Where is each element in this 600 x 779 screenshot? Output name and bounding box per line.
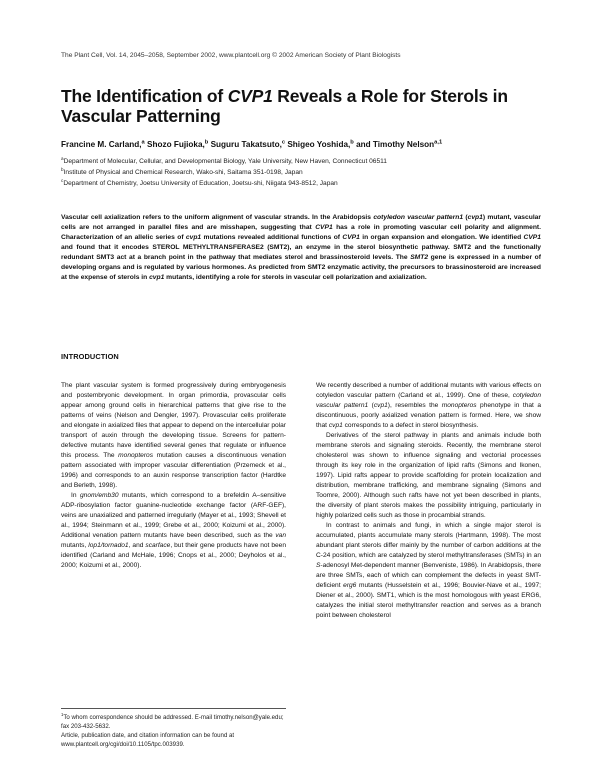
affiliation bbox=[61, 179, 541, 189]
title-suffix: Reveals a Role for Sterols in Vascular Patterning bbox=[61, 86, 508, 126]
affiliation-text: Department of Chemistry, Joetsu University of Education, Joetsu-shi, Niigata 943-8512, Japan bbox=[63, 180, 338, 187]
abstract-italic: CVP1 bbox=[342, 234, 360, 241]
journal-header: The Plant Cell, Vol. 14, 2045–2058, September 2002, www.plantcell.org © 2002 American Society of Plant Biologists bbox=[61, 52, 401, 59]
body-italic: cotyledon vascular pattern1 bbox=[316, 392, 541, 409]
body-text: mutants, bbox=[61, 542, 89, 549]
body-paragraph bbox=[316, 431, 541, 521]
affiliation-mark: a bbox=[61, 155, 64, 161]
body-italic: lop1/tornado1 bbox=[88, 542, 129, 549]
body-italic: monopteros bbox=[118, 452, 153, 459]
affiliation-text: Department of Molecular, Cellular, and Developmental Biology, Yale University, New Haven, Connecticut 06511 bbox=[63, 158, 387, 165]
body-text: corresponds to a defect in sterol biosynthesis. bbox=[342, 422, 479, 429]
footnote bbox=[61, 713, 286, 749]
left-column bbox=[61, 381, 286, 571]
affiliation-mark: b bbox=[61, 166, 64, 172]
body-text: In contrast to animals and fungi, in which a single major sterol is accumulated, plants accumulate many sterols (Hartmann, 1998). The most abundant plant sterols differ mainly by the number of carbon additions at the C-24 position, which are catalyzed by sterol methyltransferases (SMTs) in an bbox=[316, 522, 541, 559]
footnote-mark: 1 bbox=[61, 711, 64, 717]
abstract-italic: CVP1 bbox=[315, 224, 333, 231]
body-text: ( bbox=[368, 402, 374, 409]
abstract-italic: cvp1 bbox=[149, 274, 165, 281]
abstract-text: mutations revealed additional functions of bbox=[201, 234, 343, 241]
body-text: We recently described a number of additional mutants with various effects on cotyledon vascular pattern (Carland et al., 1999). One of these, bbox=[316, 382, 541, 399]
abstract-text: has a role in promoting vascular cell polarity and alignment. Characterization of an allelic series of bbox=[61, 224, 542, 241]
author-name: and Timothy Nelson bbox=[356, 140, 435, 149]
body-text: , and bbox=[128, 542, 146, 549]
author-affiliation-mark: b bbox=[204, 139, 209, 146]
body-italic: van bbox=[275, 532, 286, 539]
body-text: mutants (Husselstein et al., 1996; Bouvier-Nave et al., 1997; Diener et al., 2000). SMT1, which is the most homologous with yeast ERG6, catalyzes the initial sterol methyltransfer reaction and serves as a branch point between cholesterol bbox=[316, 582, 541, 619]
body-italic: cvp1 bbox=[373, 402, 388, 409]
abstract-italic: cvp1 bbox=[467, 214, 483, 221]
author-affiliation-mark: a,1 bbox=[434, 139, 443, 146]
body-text: mutation causes a discontinuous venation pattern associated with improper vascular differentiation (Przemeck et al., 1996) and corresponds to an auxin response transcription factor (Hardtke and Berleth, 1998). bbox=[61, 452, 287, 489]
author-affiliation-mark: c bbox=[281, 139, 286, 146]
affiliation bbox=[61, 157, 541, 167]
body-paragraph bbox=[316, 381, 541, 431]
body-paragraph bbox=[316, 521, 541, 621]
author-name: Shigeo Yoshida, bbox=[287, 140, 351, 149]
body-italic: monopteros bbox=[441, 402, 477, 409]
author-name: Shozo Fujioka, bbox=[147, 140, 205, 149]
body-italic: erg6 bbox=[343, 582, 357, 589]
abstract-italic: cotyledon vascular pattern1 bbox=[373, 214, 464, 221]
body-italic: cvp1 bbox=[328, 422, 343, 429]
abstract-text: and found that it encodes STEROL METHYLTRANSFERASE2 (SMT2), an enzyme in the sterol biosynthetic pathway. SMT2 and the functionally redundant SMT3 act at a branch point in the pathway that mediates sterol and brassinosteroid levels. The bbox=[61, 244, 541, 261]
abstract-text: in organ expansion and elongation. We identified bbox=[359, 234, 524, 241]
body-paragraph bbox=[61, 381, 286, 491]
section-heading: INTRODUCTION bbox=[61, 352, 119, 361]
body-paragraph bbox=[61, 491, 286, 571]
abstract-text: gene is expressed in a number of developing organs and is regulated by various hormones. As predicted from SMT2 enzymatic activity, the precursors to brassinosteroid are increased at the expense of sterols in bbox=[61, 254, 541, 281]
footnote-divider bbox=[61, 708, 286, 709]
author-name: Francine M. Carland, bbox=[61, 140, 142, 149]
body-text: Derivatives of the sterol pathway in plants and animals include both membrane sterols and signaling steroids. Recently, the membrane sterol cholesterol was shown to influence signaling and vectorial processes through its key role in the organization of lipid rafts (Simons and Ikonen, 1997). Lipid rafts appear to provide scaffolding for protein localization and distribution, membrane trafficking, and membrane signaling (Simons and Toomre, 2000). Although such rafts have not yet been described in plants, the diversity of plant sterols makes the possibility intriguing, particularly in highly polarized cells such as those in procambial strands. bbox=[316, 432, 541, 519]
footnote-correspondence bbox=[61, 713, 286, 731]
author-affiliation-mark: a bbox=[141, 139, 145, 146]
body-text: , but their gene products have not been identified (Carland and McHale, 1996; Cnops et al., 2000; Deyholos et al., 2000; Koizumi et al., 2000). bbox=[61, 542, 287, 569]
abstract bbox=[61, 213, 541, 283]
body-italic: gnom/emb30 bbox=[80, 492, 119, 499]
abstract-text: mutants, identifying a role for sterols in vascular cell polarization and axialization. bbox=[164, 274, 427, 281]
body-text: phenotype in that a discontinuous, poorly axialized venation pattern is formed. Here, we show that bbox=[316, 402, 541, 429]
body-text: In bbox=[71, 492, 81, 499]
body-text: ), resembles the bbox=[387, 402, 442, 409]
body-text: mutants, which correspond to a brefeldin A–sensitive ADP-ribosylation factor guanine-nucleotide exchange factor (ARF-GEF), veins are unaxialized and patterned irregularly (Mayer et al., 1993; Shevell et al., 1994; Steinmann et al., 1999; Grebe et al., 2000; Koizumi et al., 2000). Additional venation pattern mutants have been described, such as the bbox=[61, 492, 286, 539]
right-column bbox=[316, 381, 541, 621]
body-italic: S bbox=[316, 562, 321, 569]
title-gene-name: CVP1 bbox=[227, 86, 273, 106]
affiliation-text: Institute of Physical and Chemical Research, Wako-shi, Saitama 351-0198, Japan bbox=[63, 169, 303, 176]
footnote-text: To whom correspondence should be addressed. E-mail timothy.nelson@yale.edu; fax 203-432-5632. bbox=[61, 714, 284, 730]
author-affiliation-mark: b bbox=[350, 139, 354, 146]
title-prefix: The Identification of bbox=[61, 86, 228, 106]
author-list bbox=[61, 140, 541, 149]
body-italic: scarface bbox=[145, 542, 171, 549]
abstract-text: ( bbox=[463, 214, 468, 221]
abstract-italic: SMT2 bbox=[410, 254, 429, 261]
abstract-text: Vascular cell axialization refers to the uniform alignment of vascular strands. In the Arabidopsis bbox=[61, 214, 374, 221]
footnote-text: Article, publication date, and citation information can be found at www.plantcell.org/cgi/doi/10.1105/tpc.003939. bbox=[61, 732, 235, 748]
author-name: Suguru Takatsuto, bbox=[210, 140, 282, 149]
footnote-citation bbox=[61, 731, 286, 749]
article-title bbox=[61, 86, 541, 126]
affiliation-mark: c bbox=[61, 177, 64, 183]
body-text: -adenosyl Met-dependent manner (Benveniste, 1986). In Arabidopsis, there are three SMTs, each of which can complement the defects in yeast SMT-deficient bbox=[316, 562, 541, 589]
abstract-italic: cvp1 bbox=[185, 234, 202, 241]
affiliation bbox=[61, 168, 541, 178]
abstract-text: ) mutant, vascular cells are not arranged in parallel files and are misshapen, suggesting that bbox=[61, 214, 541, 231]
abstract-italic: CVP1 bbox=[523, 234, 541, 241]
body-text: The plant vascular system is formed progressively during embryogenesis and postembryonic development. In organ primordia, provascular cells appear among ground cells in hierarchical patterns that give rise to the patterns of veins (Nelson and Dengler, 1997). Provascular cells proliferate and elongate in axialized files that appear to depend on the intercellular polar transport of auxin through the developing tissue. Screens for pattern-defective mutants have identified several genes that regulate or influence this process. The bbox=[61, 382, 286, 459]
